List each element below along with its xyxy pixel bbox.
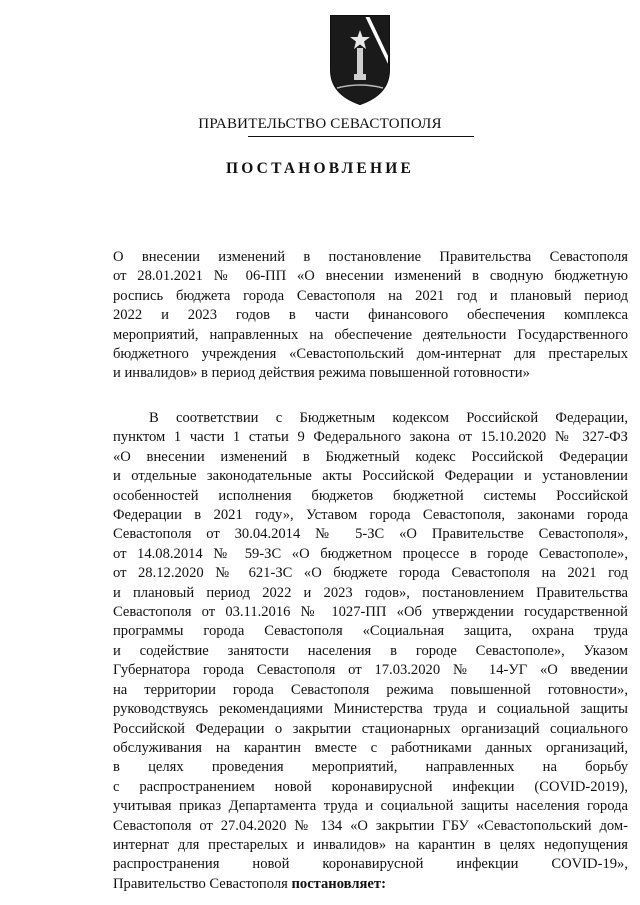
resolution-keyword: постановляет:: [291, 875, 386, 892]
preamble-paragraph: [113, 409, 628, 894]
title-line: и инвалидов» в период действия режима повышенной готовности»: [113, 365, 530, 382]
organization-name: ПРАВИТЕЛЬСТВО СЕВАСТОПОЛЯ: [198, 116, 442, 132]
body-line: руководствуясь рекомендациями Министерства труда и социальной защиты: [113, 701, 628, 718]
body-line: распространения новой коронавирусной инфекции COVID-19»,: [113, 856, 628, 873]
body-line: пунктом 1 части 1 статьи 9 Федерального закона от 15.10.2020 № 327-ФЗ: [113, 429, 628, 446]
body-line: и содействие занятости населения в городе Севастополе», Указом: [113, 642, 628, 659]
body-line: Севастополя от 27.04.2020 № 134 «О закрытии ГБУ «Севастопольский дом-: [113, 817, 628, 834]
document-title: [113, 248, 628, 384]
body-line: Федерации в 2021 году», Уставом города Севастополя, законами города: [113, 507, 628, 524]
title-line: мероприятий, направленных на обеспечение деятельности Государственного: [113, 326, 628, 343]
body-line: от 14.08.2014 № 59-ЗС «О бюджетном процессе в городе Севастополе»,: [113, 545, 628, 562]
body-line: В соответствии с Бюджетным кодексом Российской Федерации,: [149, 410, 628, 426]
body-line: на территории города Севастополя режима повышенной готовности»,: [113, 681, 628, 698]
body-line: Российской Федерации о закрытии стационарных организаций социального: [113, 720, 628, 737]
closing-text: Правительство Севастополя: [113, 875, 292, 892]
sevastopol-coat-of-arms-icon: [325, 8, 395, 108]
title-line: бюджетного учреждения «Севастопольский дом-интернат для престарелых: [113, 346, 628, 363]
title-line: от 28.01.2021 № 06-ПП «О внесении изменений в сводную бюджетную: [113, 268, 628, 285]
body-line: интернат для престарелых и инвалидов» на карантин в целях недопущения: [113, 836, 628, 853]
body-line: обслуживания на карантин вместе с работниками данных организаций,: [113, 739, 628, 756]
closing-line: [113, 875, 628, 894]
body-line: и отдельные законодательные акты Российской Федерации и установлении: [113, 468, 628, 485]
title-line: 2022 и 2023 годов в части финансового обеспечения комплекса: [113, 307, 628, 324]
body-line: «О внесении изменений в Бюджетный кодекс Российской Федерации: [113, 448, 628, 465]
body-line: с распространением новой коронавирусной инфекции (COVID-2019),: [113, 778, 628, 795]
body-line: Губернатора города Севастополя от 17.03.2020 № 14-УГ «О введении: [113, 662, 628, 679]
body-line: программы города Севастополя «Социальная защита, охрана труда: [113, 623, 628, 640]
body-line: Севастополя от 30.04.2014 № 5-ЗС «О Правительстве Севастополя»,: [113, 526, 628, 543]
body-line: от 28.12.2020 № 621-ЗС «О бюджете города Севастополя на 2021 год: [113, 565, 628, 582]
title-line: роспись бюджета города Севастополя на 2021 год и плановый период: [113, 287, 628, 304]
body-line: Севастополя от 03.11.2016 № 1027-ПП «Об утверждении государственной: [113, 604, 628, 621]
body-line: особенностей исполнения бюджетов бюджетной системы Российской: [113, 487, 628, 504]
title-line: О внесении изменений в постановление Правительства Севастополя: [113, 249, 628, 265]
body-line: в целях проведения мероприятий, направленных на борьбу: [113, 759, 628, 776]
document-type-heading: ПОСТАНОВЛЕНИЕ: [225, 160, 415, 177]
body-line: учитывая приказ Департамента труда и социальной защиты населения города: [113, 798, 628, 815]
header-divider: [248, 136, 474, 137]
body-line: и плановый период 2022 и 2023 годов», постановлением Правительства: [113, 584, 628, 601]
